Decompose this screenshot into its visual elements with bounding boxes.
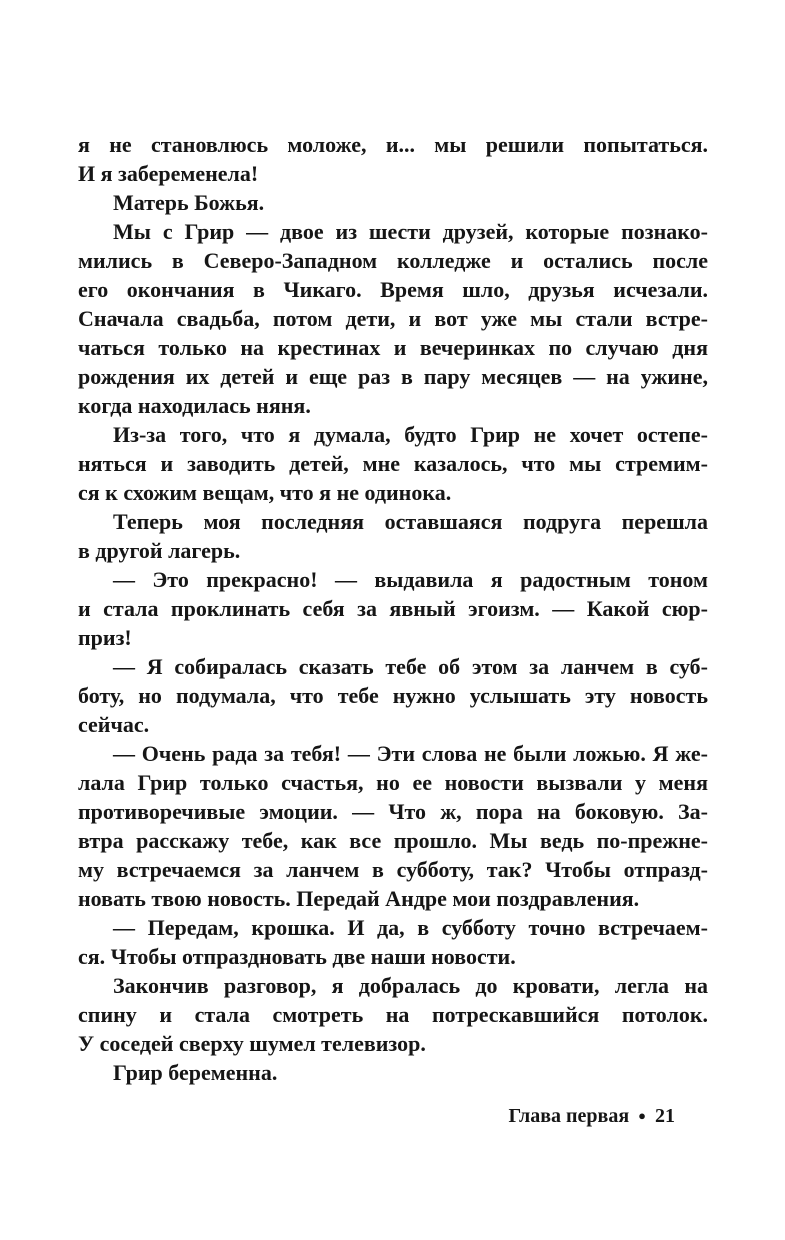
- text-line: Грир беременна.: [113, 1060, 278, 1085]
- text-line: — Передам, крошка. И да, в субботу точно встречаем-: [113, 915, 708, 940]
- text-line: Закончив разговор, я добралась до кровати, легла на: [113, 973, 708, 998]
- text-line: противоречивые эмоции. — Что ж, пора на боковую. За-: [78, 799, 708, 824]
- bullet-separator-icon: ●: [638, 1108, 646, 1123]
- text-line: спину и стала смотреть на потрескавшийся потолок.: [78, 1002, 708, 1027]
- text-line: Из-за того, что я думала, будто Грир не хочет остепе-: [113, 422, 708, 447]
- text-line: Теперь моя последняя оставшаяся подруга перешла: [113, 509, 708, 534]
- text-line: боту, но подумала, что тебе нужно услышать эту новость: [78, 683, 708, 708]
- text-line: Матерь Божья.: [113, 190, 265, 215]
- text-line: няться и заводить детей, мне казалось, что мы стремим-: [78, 451, 708, 476]
- page-number: 21: [655, 1105, 675, 1127]
- text-line: и стала проклинать себя за явный эгоизм. — Какой сюр-: [78, 596, 708, 621]
- text-line: мились в Северо-Западном колледже и остались после: [78, 248, 708, 273]
- text-line: новать твою новость. Передай Андре мои поздравления.: [78, 886, 640, 911]
- text-line: рождения их детей и еще раз в пару месяцев — на ужине,: [78, 364, 708, 389]
- text-line: му встречаемся за ланчем в субботу, так? Чтобы отпразд-: [78, 857, 708, 882]
- text-line: У соседей сверху шумел телевизор.: [78, 1031, 426, 1056]
- text-line: — Это прекрасно! — выдавила я радостным тоном: [113, 567, 708, 592]
- text-line: сейчас.: [78, 712, 150, 737]
- text-line: когда находилась няня.: [78, 393, 311, 418]
- text-line: его окончания в Чикаго. Время шло, друзья исчезали.: [78, 277, 708, 302]
- text-line: втра расскажу тебе, как все прошло. Мы ведь по-прежне-: [78, 828, 708, 853]
- page-text-block: [78, 130, 708, 1087]
- text-line: Сначала свадьба, потом дети, и вот уже мы стали встре-: [78, 306, 708, 331]
- text-line: я не становлюсь моложе, и... мы решили попытаться.: [78, 132, 708, 157]
- text-line: в другой лагерь.: [78, 538, 241, 563]
- text-line: — Очень рада за тебя! — Эти слова не были ложью. Я же-: [113, 741, 708, 766]
- text-line: ся к схожим вещам, что я не одинока.: [78, 480, 452, 505]
- text-line: ся. Чтобы отпраздновать две наши новости.: [78, 944, 516, 969]
- text-line: И я забеременела!: [78, 161, 259, 186]
- text-line: — Я собиралась сказать тебе об этом за ланчем в суб-: [113, 654, 708, 679]
- text-line: чаться только на крестинах и вечеринках по случаю дня: [78, 335, 708, 360]
- text-line: приз!: [78, 625, 132, 650]
- text-line: лала Грир только счастья, но ее новости вызвали у меня: [78, 770, 708, 795]
- page-footer: [78, 1103, 708, 1129]
- chapter-title: Глава первая: [508, 1105, 630, 1127]
- text-line: Мы с Грир — двое из шести друзей, которые познако-: [113, 219, 708, 244]
